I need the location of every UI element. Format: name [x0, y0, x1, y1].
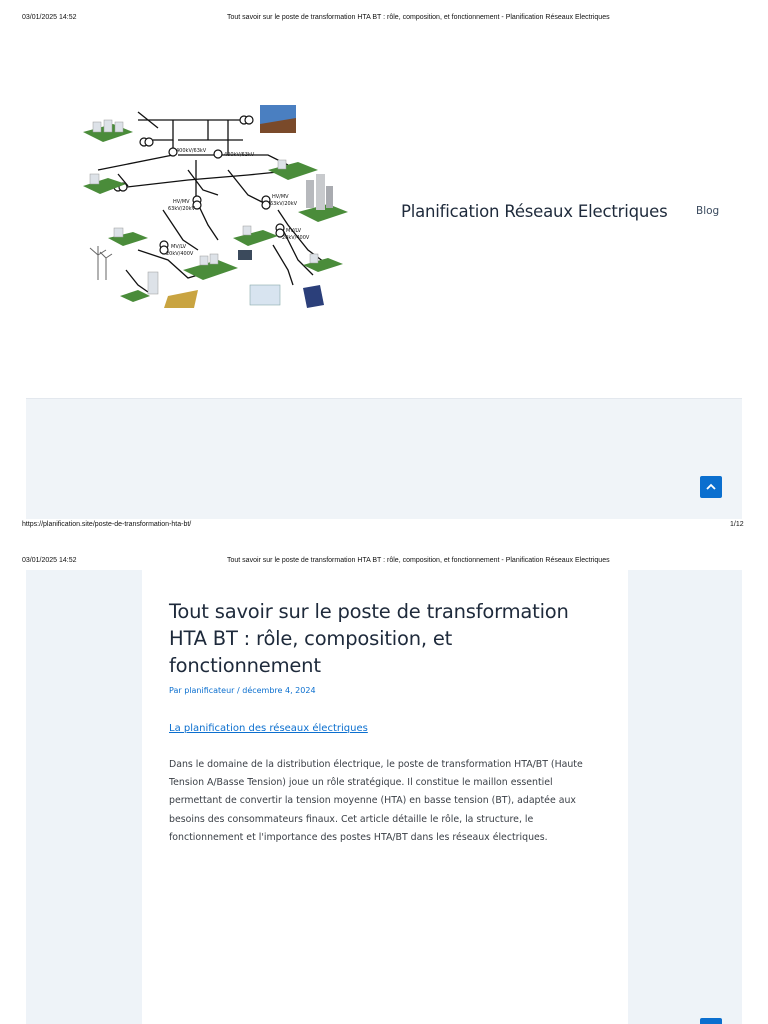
- print-datetime: 03/01/2025 14:52: [22, 557, 77, 564]
- chevron-up-icon: [705, 481, 717, 493]
- print-page-2: [0, 548, 768, 1024]
- logo-label-t5a: MV/LV: [171, 244, 187, 250]
- print-datetime: 03/01/2025 14:52: [22, 14, 77, 21]
- intro-line: besoins des consommateurs finaux. Cet article détaille le rôle, la structure, le: [169, 813, 534, 825]
- print-url: https://planification.site/poste-de-transformation-hta-bt/: [22, 521, 192, 528]
- logo-label-t5b: 20kV/400V: [166, 251, 194, 257]
- article-intro: [169, 756, 609, 847]
- right-margin-panel: [628, 570, 742, 1024]
- logo-label-t3b: 63kV/20kV: [168, 206, 196, 212]
- logo-label-t2: 400kV/63kV: [224, 152, 255, 158]
- intro-line: fonctionnement et l'importance des postes HTA/BT dans les réseaux électriques.: [169, 831, 548, 843]
- site-logo-network-diagram[interactable]: [78, 100, 354, 312]
- article-byline[interactable]: Par planificateur / décembre 4, 2024: [169, 686, 316, 695]
- site-title[interactable]: Planification Réseaux Electriques: [401, 202, 668, 221]
- category-link[interactable]: La planification des réseaux électriques: [169, 723, 368, 734]
- left-margin-panel: [26, 570, 142, 1024]
- logo-label-t1: 400kV/63kV: [176, 148, 207, 154]
- logo-label-t6a: MV/LV: [286, 228, 302, 234]
- print-doc-title: Tout savoir sur le poste de transformation HTA BT : rôle, composition, et fonctionnement - Planification Réseaux Electriques: [227, 14, 610, 21]
- logo-label-t6b: 20kV/400V: [282, 235, 310, 241]
- logo-label-t3a: HV/MV: [173, 199, 190, 205]
- intro-line: permettant de convertir la tension moyenne (HTA) en basse tension (BT), adaptée aux: [169, 795, 576, 807]
- print-page-number: 1/12: [730, 521, 744, 528]
- article-title: Tout savoir sur le poste de transformation HTA BT : rôle, composition, et fonctionnement: [169, 600, 569, 677]
- header-spacer-band: [26, 398, 742, 519]
- print-doc-title: Tout savoir sur le poste de transformation HTA BT : rôle, composition, et fonctionnement - Planification Réseaux Electriques: [227, 557, 610, 564]
- logo-label-t4b: 63kV/20kV: [270, 201, 298, 207]
- intro-line: Tension A/Basse Tension) joue un rôle stratégique. Il constitue le maillon essentiel: [169, 777, 553, 789]
- scroll-to-top-button[interactable]: [700, 1018, 722, 1024]
- scroll-to-top-button[interactable]: [700, 476, 722, 498]
- logo-label-t4a: HV/MV: [272, 194, 289, 200]
- intro-line: Dans le domaine de la distribution électrique, le poste de transformation HTA/BT (Haute: [169, 759, 583, 770]
- nav-item-blog[interactable]: Blog: [696, 205, 720, 217]
